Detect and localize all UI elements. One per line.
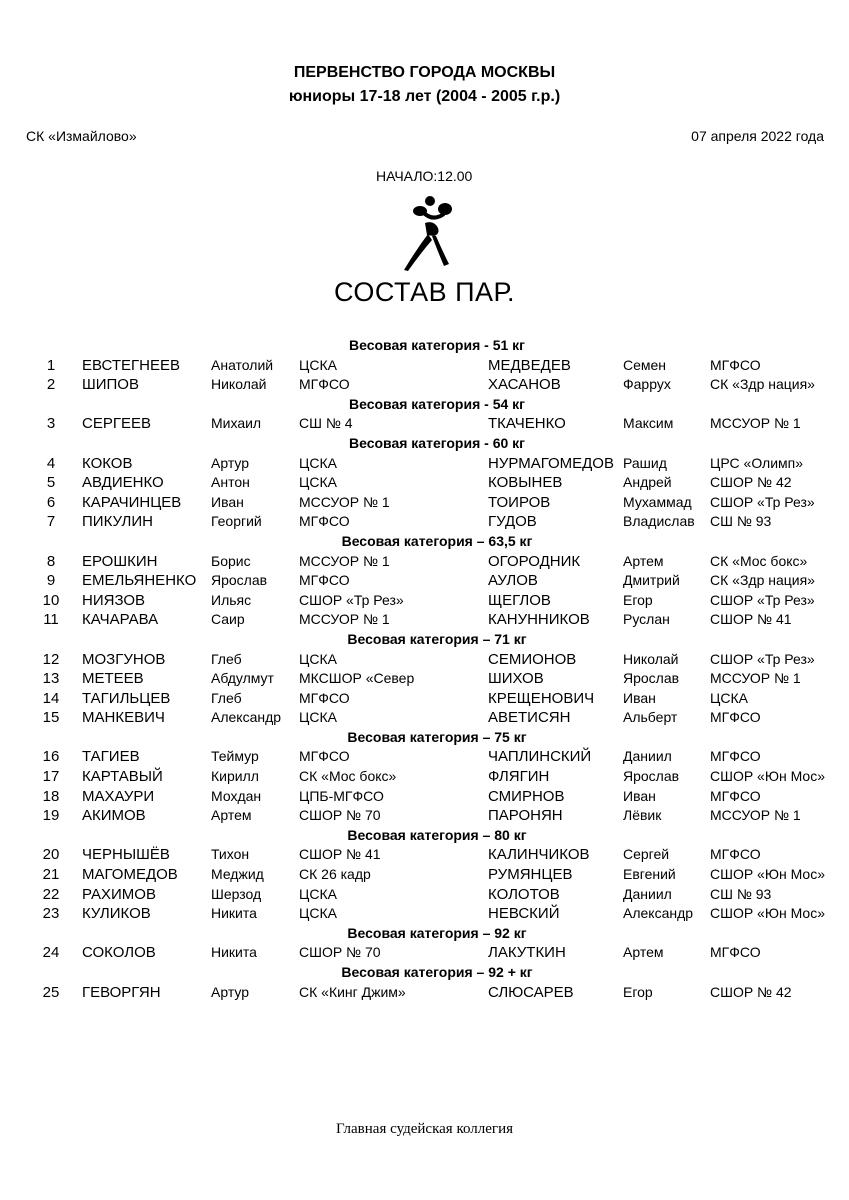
red-corner-firstname: Михаил (211, 415, 262, 432)
pair-row (0, 865, 849, 885)
blue-corner-club: ЦРС «Олимп» (710, 454, 804, 471)
red-corner-firstname: Саир (211, 611, 245, 628)
blue-corner-firstname: Александр (623, 905, 694, 922)
blue-corner-firstname: Фаррух (623, 376, 671, 393)
pair-number: 4 (46, 454, 56, 472)
red-corner-club: СШОР № 70 (299, 807, 381, 824)
red-corner-firstname: Шерзод (211, 885, 262, 902)
red-corner-club: ЦСКА (299, 709, 337, 726)
pair-number: 22 (42, 885, 60, 903)
weight-category-header: Весовая категория – 63,5 кг (341, 532, 533, 549)
blue-corner-lastname: СЕМИОНОВ (488, 650, 577, 668)
red-corner-firstname: Ильяс (211, 591, 252, 608)
weight-category-header: Весовая категория – 80 кг (347, 826, 527, 843)
pair-number: 2 (46, 376, 56, 394)
red-corner-lastname: КАРАЧИНЦЕВ (82, 493, 182, 511)
blue-corner-lastname: ОГОРОДНИК (488, 552, 581, 570)
blue-corner-club: МССУОР № 1 (710, 415, 801, 432)
red-corner-club: ЦСКА (299, 474, 337, 491)
blue-corner-firstname: Андрей (623, 474, 672, 491)
pair-number: 14 (42, 689, 60, 707)
red-corner-club: СШОР «Тр Рез» (299, 591, 404, 608)
blue-corner-lastname: ФЛЯГИН (488, 768, 550, 786)
boxer-icon (394, 192, 464, 272)
blue-corner-club: СШОР «Юн Мос» (710, 866, 826, 883)
pair-row (0, 806, 849, 826)
red-corner-lastname: РАХИМОВ (82, 885, 156, 903)
blue-corner-club: МГФСО (710, 846, 761, 863)
red-corner-lastname: ЕРОШКИН (82, 552, 158, 570)
event-date: 07 апреля 2022 года (691, 128, 824, 144)
blue-corner-club: МССУОР № 1 (710, 807, 801, 824)
pair-row (0, 650, 849, 670)
blue-corner-lastname: ТКАЧЕНКО (488, 415, 566, 433)
red-corner-firstname: Борис (211, 552, 251, 569)
blue-corner-firstname: Иван (623, 689, 656, 706)
footer-signature: Главная судейская коллегия (336, 1121, 513, 1137)
blue-corner-lastname: АВЕТИСЯН (488, 709, 571, 727)
pair-row (0, 885, 849, 905)
pair-number: 25 (42, 983, 60, 1001)
red-corner-lastname: ГЕВОРГЯН (82, 983, 161, 1001)
pair-row (0, 767, 849, 787)
pair-row (0, 747, 849, 767)
pair-number: 13 (42, 670, 60, 688)
blue-corner-lastname: АУЛОВ (488, 572, 538, 590)
blue-corner-firstname: Владислав (623, 513, 695, 530)
red-corner-firstname: Антон (211, 474, 250, 491)
red-corner-firstname: Тихон (211, 846, 250, 863)
blue-corner-lastname: ГУДОВ (488, 513, 537, 531)
pair-row (0, 610, 849, 630)
blue-corner-firstname: Сергей (623, 846, 670, 863)
pair-number: 3 (46, 415, 56, 433)
blue-corner-lastname: КАНУННИКОВ (488, 611, 590, 629)
blue-corner-firstname: Ярослав (623, 768, 680, 785)
red-corner-club: СШОР № 41 (299, 846, 381, 863)
blue-corner-firstname: Даниил (623, 748, 672, 765)
pair-row (0, 689, 849, 709)
red-corner-lastname: КУЛИКОВ (82, 905, 151, 923)
blue-corner-club: СШОР № 41 (710, 611, 792, 628)
red-corner-club: МГФСО (299, 689, 350, 706)
pair-number: 12 (42, 650, 60, 668)
blue-corner-firstname: Максим (623, 415, 674, 432)
red-corner-club: СК «Кинг Джим» (299, 983, 406, 1000)
blue-corner-firstname: Егор (623, 591, 653, 608)
blue-corner-club: СШОР «Тр Рез» (710, 591, 815, 608)
blue-corner-firstname: Альберт (623, 709, 678, 726)
weight-category-header: Весовая категория - 54 кг (348, 395, 526, 412)
red-corner-firstname: Артем (211, 807, 252, 824)
blue-corner-club: СШОР «Юн Мос» (710, 768, 826, 785)
red-corner-club: МГФСО (299, 748, 350, 765)
blue-corner-lastname: НЕВСКИЙ (488, 905, 560, 923)
red-corner-firstname: Глеб (211, 650, 242, 667)
blue-corner-club: ЦСКА (710, 689, 748, 706)
blue-corner-lastname: КОЛОТОВ (488, 885, 560, 903)
red-corner-club: ЦСКА (299, 650, 337, 667)
pair-number: 20 (42, 846, 60, 864)
pair-row (0, 473, 849, 493)
red-corner-firstname: Артур (211, 983, 250, 1000)
red-corner-lastname: КАЧАРАВА (82, 611, 159, 629)
red-corner-firstname: Никита (211, 944, 257, 961)
pair-row (0, 591, 849, 611)
red-corner-club: ЦПБ-МГФСО (299, 787, 384, 804)
weight-category-header: Весовая категория - 51 кг (348, 337, 526, 353)
blue-corner-firstname: Иван (623, 787, 656, 804)
blue-corner-club: СШ № 93 (710, 885, 772, 902)
red-corner-lastname: АКИМОВ (82, 807, 146, 825)
blue-corner-firstname: Егор (623, 983, 653, 1000)
red-corner-club: МГФСО (299, 376, 350, 393)
blue-corner-firstname: Даниил (623, 885, 672, 902)
pair-number: 23 (42, 905, 60, 923)
pair-row (0, 552, 849, 572)
red-corner-club: МССУОР № 1 (299, 552, 390, 569)
red-corner-lastname: НИЯЗОВ (82, 591, 146, 609)
pair-row (0, 414, 849, 434)
blue-corner-lastname: КОВЫНЕВ (488, 474, 563, 492)
pair-number: 7 (46, 513, 56, 531)
red-corner-firstname: Теймур (211, 748, 259, 765)
red-corner-lastname: МЕТЕЕВ (82, 670, 144, 688)
pair-number: 10 (42, 591, 60, 609)
pairs-heading: СОСТАВ ПАР. (334, 277, 515, 307)
weight-category-header: Весовая категория – 92 + кг (341, 964, 533, 980)
start-time: НАЧАЛО:12.00 (376, 168, 473, 184)
pair-row (0, 708, 849, 728)
red-corner-lastname: ПИКУЛИН (82, 513, 153, 531)
red-corner-lastname: ТАГИЕВ (82, 748, 140, 766)
blue-corner-firstname: Руслан (623, 611, 670, 628)
red-corner-club: СК 26 кадр (299, 866, 371, 883)
blue-corner-club: МГФСО (710, 748, 761, 765)
pair-number: 17 (42, 768, 60, 786)
blue-corner-lastname: ЧАПЛИНСКИЙ (488, 748, 592, 766)
red-corner-firstname: Анатолий (211, 356, 274, 373)
pair-number: 15 (42, 709, 60, 727)
pair-row (0, 904, 849, 924)
red-corner-club: МССУОР № 1 (299, 493, 390, 510)
red-corner-lastname: СОКОЛОВ (82, 944, 156, 962)
pair-row (0, 512, 849, 532)
red-corner-lastname: ШИПОВ (82, 376, 139, 394)
blue-corner-firstname: Семен (623, 356, 667, 373)
weight-category-header: Весовая категория – 75 кг (347, 728, 527, 745)
pair-number: 11 (43, 611, 59, 629)
pair-row (0, 845, 849, 865)
blue-corner-firstname: Николай (623, 650, 679, 667)
red-corner-club: ЦСКА (299, 885, 337, 902)
pair-row (0, 493, 849, 513)
pair-row (0, 571, 849, 591)
pair-number: 8 (46, 552, 56, 570)
pair-number: 5 (46, 474, 56, 492)
blue-corner-lastname: СМИРНОВ (488, 787, 565, 805)
red-corner-firstname: Александр (211, 709, 282, 726)
blue-corner-club: СК «Здр нация» (710, 572, 815, 589)
weight-category-header: Весовая категория - 60 кг (348, 434, 526, 451)
weight-category-header: Весовая категория – 71 кг (347, 630, 527, 647)
blue-corner-lastname: ТОИРОВ (488, 493, 551, 511)
red-corner-lastname: ЕМЕЛЬЯНЕНКО (82, 572, 197, 590)
blue-corner-club: СШОР № 42 (710, 474, 792, 491)
blue-corner-lastname: РУМЯНЦЕВ (488, 866, 573, 884)
red-corner-firstname: Ярослав (211, 572, 268, 589)
red-corner-lastname: КАРТАВЫЙ (82, 768, 163, 786)
blue-corner-firstname: Артем (623, 552, 664, 569)
pair-number: 16 (42, 748, 60, 766)
pair-number: 19 (42, 807, 60, 825)
red-corner-lastname: СЕРГЕЕВ (82, 415, 151, 433)
blue-corner-club: МГФСО (710, 787, 761, 804)
red-corner-firstname: Глеб (211, 689, 242, 706)
venue-club: СК «Измайлово» (26, 128, 137, 144)
red-corner-firstname: Абдулмут (211, 670, 274, 687)
document-title: ПЕРВЕНСТВО ГОРОДА МОСКВЫ (293, 64, 556, 81)
red-corner-firstname: Артур (211, 454, 250, 471)
blue-corner-lastname: НУРМАГОМЕДОВ (488, 454, 614, 472)
blue-corner-lastname: ШИХОВ (488, 670, 544, 688)
blue-corner-club: СШОР «Юн Мос» (710, 905, 826, 922)
pair-row (0, 943, 849, 963)
red-corner-club: МГФСО (299, 513, 350, 530)
blue-corner-lastname: ЛАКУТКИН (488, 944, 566, 962)
red-corner-firstname: Никита (211, 905, 257, 922)
red-corner-firstname: Георгий (211, 513, 262, 530)
blue-corner-firstname: Рашид (623, 454, 667, 471)
blue-corner-club: МГФСО (710, 944, 761, 961)
blue-corner-firstname: Евгений (623, 866, 676, 883)
pairs-table (0, 336, 849, 1002)
red-corner-club: ЦСКА (299, 454, 337, 471)
blue-corner-firstname: Дмитрий (623, 572, 680, 589)
pair-row (0, 375, 849, 395)
red-corner-lastname: МАГОМЕДОВ (82, 866, 178, 884)
pair-row (0, 669, 849, 689)
red-corner-lastname: ТАГИЛЬЦЕВ (82, 689, 171, 707)
red-corner-lastname: МОЗГУНОВ (82, 650, 166, 668)
red-corner-club: СШОР № 70 (299, 944, 381, 961)
blue-corner-lastname: ПАРОНЯН (488, 807, 563, 825)
red-corner-lastname: ЧЕРНЫШЁВ (82, 846, 170, 864)
blue-corner-firstname: Мухаммад (623, 493, 692, 510)
pair-number: 21 (42, 866, 60, 884)
blue-corner-firstname: Ярослав (623, 670, 680, 687)
blue-corner-lastname: СЛЮСАРЕВ (488, 983, 574, 1001)
blue-corner-lastname: МЕДВЕДЕВ (488, 356, 571, 374)
red-corner-lastname: ЕВСТЕГНЕЕВ (82, 356, 180, 374)
red-corner-lastname: АВДИЕНКО (82, 474, 164, 492)
blue-corner-club: СШ № 93 (710, 513, 772, 530)
blue-corner-lastname: ЩЕГЛОВ (488, 591, 551, 609)
pair-number: 24 (42, 944, 60, 962)
red-corner-club: СК «Мос бокс» (299, 768, 397, 785)
document-subtitle: юниоры 17-18 лет (2004 - 2005 г.р.) (288, 88, 561, 105)
red-corner-firstname: Кирилл (211, 768, 259, 785)
red-corner-firstname: Меджид (211, 866, 264, 883)
red-corner-club: ЦСКА (299, 905, 337, 922)
blue-corner-firstname: Лёвик (623, 807, 662, 824)
red-corner-lastname: КОКОВ (82, 454, 133, 472)
blue-corner-firstname: Артем (623, 944, 664, 961)
red-corner-club: СШ № 4 (299, 415, 353, 432)
red-corner-club: МКСШОР «Север (299, 670, 415, 687)
pair-number: 18 (42, 787, 60, 805)
blue-corner-lastname: КРЕЩЕНОВИЧ (488, 689, 595, 707)
blue-corner-club: СШОР № 42 (710, 983, 792, 1000)
red-corner-firstname: Николай (211, 376, 267, 393)
pair-row (0, 356, 849, 376)
blue-corner-club: МГФСО (710, 709, 761, 726)
red-corner-lastname: МАХАУРИ (82, 787, 155, 805)
red-corner-club: ЦСКА (299, 356, 337, 373)
red-corner-club: МССУОР № 1 (299, 611, 390, 628)
blue-corner-lastname: ХАСАНОВ (488, 376, 561, 394)
red-corner-club: МГФСО (299, 572, 350, 589)
blue-corner-club: СШОР «Тр Рез» (710, 650, 815, 667)
pair-row (0, 787, 849, 807)
pair-number: 1 (46, 356, 56, 374)
blue-corner-club: МССУОР № 1 (710, 670, 801, 687)
pair-row (0, 983, 849, 1003)
pair-number: 9 (46, 572, 56, 590)
pair-number: 6 (46, 493, 56, 511)
blue-corner-club: СШОР «Тр Рез» (710, 493, 815, 510)
blue-corner-club: СК «Здр нация» (710, 376, 815, 393)
red-corner-firstname: Иван (211, 493, 244, 510)
blue-corner-club: МГФСО (710, 356, 761, 373)
blue-corner-club: СК «Мос бокс» (710, 552, 808, 569)
red-corner-lastname: МАНКЕВИЧ (82, 709, 165, 727)
blue-corner-lastname: КАЛИНЧИКОВ (488, 846, 590, 864)
red-corner-firstname: Мохдан (211, 787, 262, 804)
weight-category-header: Весовая категория – 92 кг (347, 924, 527, 941)
pair-row (0, 454, 849, 474)
